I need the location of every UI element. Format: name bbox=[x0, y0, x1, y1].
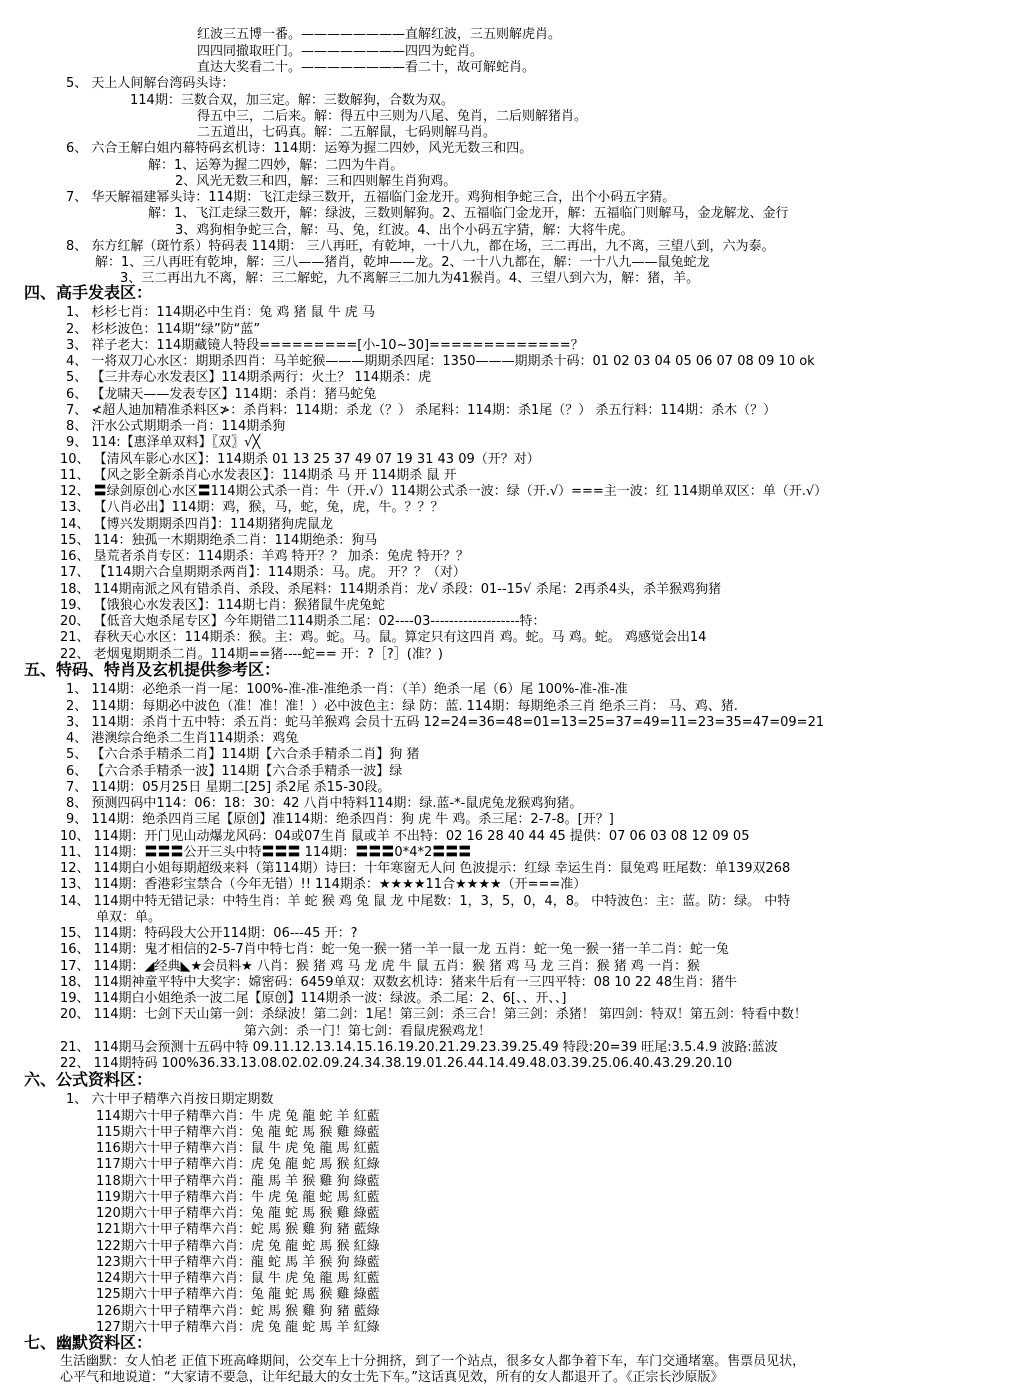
list-item: 11、 114期：〓〓〓公开三头中特〓〓〓 114期：〓〓〓0*4*2〓〓〓 bbox=[60, 845, 472, 860]
list-item: 13、 114期：香港彩宝禁合（今年无错）!! 114期杀：★★★★11合★★★★（开===准） bbox=[60, 877, 587, 892]
section-title: 七、幽默资料区： bbox=[24, 1333, 153, 1352]
text-line: 得五中三，二后来。解：得五中三则为八尾、兔肖，二后则解猪肖。 bbox=[197, 109, 588, 124]
text-line: 心平气和地说道：“大家请不要急，让年纪最大的女士先下车。”这话真见效，所有的女人都退开了。《正宗长沙原版》 bbox=[60, 1370, 724, 1385]
list-item: 11、 【风之影全新杀肖心水发表区】：114期杀 马 开 114期杀 鼠 开 bbox=[60, 468, 457, 483]
list-item: 8、 预测四码中114：06：18：30：42 八肖中特料114期：绿.蓝-*-鼠虎兔龙猴鸡狗猪。 bbox=[66, 796, 583, 811]
text-line: 二五道出，七码真。解：二五解鼠，七码则解马肖。 bbox=[197, 125, 497, 140]
list-item: 9、 114期：绝杀四肖三尾【原创】准114期：绝杀四肖：狗 虎 牛 鸡。杀三尾：2-7-8。[开？] bbox=[66, 812, 614, 827]
list-item: 14、 114期中特无错记录：中特生肖：羊 蛇 猴 鸡 兔 鼠 龙 中尾数：1，3，5，0，4，8。 中特波色：主：蓝。防：绿。 中特 bbox=[60, 894, 791, 909]
text-line: 5、 天上人间解台湾码头诗： bbox=[66, 76, 235, 91]
list-item: 3、 114期：杀肖十五中特：杀五肖：蛇马羊猴鸡 会员十五码 12=24=36=48=01=13=25=37=49=11=23=35=47=09=21 bbox=[66, 715, 825, 730]
text-line: 红波三五博一番。————————直解红波，三五则解虎肖。 bbox=[197, 27, 562, 42]
list-item: 2、 杉杉波色：114期“绿”防“蓝” bbox=[66, 322, 261, 337]
list-item: 20、 【低音大炮杀尾专区】今年期错二114期杀二尾：02----03-------------------特： bbox=[60, 614, 546, 629]
text-line: 四四同撤取旺门。————————四四为蛇肖。 bbox=[197, 44, 484, 59]
list-item: 10、 【清风车影心水区】：114期杀 01 13 25 37 49 07 19 31 43 09（开？对） bbox=[60, 452, 540, 467]
list-item: 17、 【114期六合皇期期杀两肖】：114期杀：马。虎。 开？？（对） bbox=[60, 565, 466, 580]
table-row: 117期六十甲子精準六肖：虎 兔 龍 蛇 馬 猴 紅綠 bbox=[96, 1157, 380, 1172]
text-line: 直达大奖看二十。————————看二十，故可解蛇肖。 bbox=[197, 60, 536, 75]
list-item: 12、 114期白小姐每期超级来料（第114期）诗曰：十年寒窗无人问 色波提示：红绿 幸运生肖：鼠兔鸡 旺尾数：单139双268 bbox=[60, 861, 791, 876]
text-line: 114期：三数合双，加三定。解：三数解狗，合数为双。 bbox=[130, 93, 454, 108]
text-line: 8、 东方红解（斑竹系）特码表 114期： 三八再旺，有乾坤，一十八九，都在场，三二再出，九不离，三望八到，六为泰。 bbox=[66, 239, 775, 254]
section-title: 五、特码、特肖及玄机提供参考区： bbox=[24, 660, 281, 679]
list-item: 18、 114期南派之风有错杀肖、杀段、杀尾料：114期杀肖：龙√ 杀段：01--15√ 杀尾：2再杀4头，杀羊猴鸡狗猪 bbox=[60, 582, 722, 597]
table-row: 116期六十甲子精準六肖：鼠 牛 虎 兔 龍 馬 紅藍 bbox=[96, 1141, 380, 1156]
table-row: 121期六十甲子精準六肖：蛇 馬 猴 雞 狗 豬 藍綠 bbox=[96, 1222, 380, 1237]
list-item: 17、 114期：◢经典◣★会员料★ 八肖：猴 猪 鸡 马 龙 虎 牛 鼠 五肖：猴 猪 鸡 马 龙 三肖：猴 猪 鸡 一肖：猴 bbox=[60, 959, 701, 974]
list-item: 22、 114期特码 100%36.33.13.08.02.02.09.24.34.38.19.01.26.44.14.49.48.03.39.25.06.40.43.29.20.10 bbox=[60, 1056, 733, 1071]
text-line: 2、风光无数三和四，解：三和四则解生肖狗鸡。 bbox=[175, 174, 457, 189]
list-item: 19、 【饿狼心水发表区】：114期七肖：猴猪鼠牛虎兔蛇 bbox=[60, 598, 385, 613]
table-row: 127期六十甲子精準六肖：虎 兔 龍 蛇 馬 羊 紅綠 bbox=[96, 1320, 380, 1335]
list-item: 1、 杉杉七肖：114期必中生肖：兔 鸡 猪 鼠 牛 虎 马 bbox=[66, 305, 376, 320]
list-item: 4、 港澳综合绝杀二生肖114期杀：鸡兔 bbox=[66, 731, 299, 746]
text-line: 生活幽默：女人怕老 正值下班高峰期间，公交车上十分拥挤，到了一个站点，很多女人都争着下车，车门交通堵塞。售票员见状， bbox=[60, 1354, 806, 1369]
list-item: 6、 【六合杀手精杀一波】114期【六合杀手精杀一波】绿 bbox=[66, 764, 403, 779]
text-line: 解：1、三八再旺有乾坤，解：三八——猪肖，乾坤——龙。2、一十八九都在，解：一十八九——鼠兔蛇龙 bbox=[95, 255, 710, 270]
list-item: 5、 【三井寿心水发表区】114期杀两行：火土？ 114期杀：虎 bbox=[66, 370, 432, 385]
table-row: 125期六十甲子精準六肖：兔 龍 蛇 馬 猴 雞 綠藍 bbox=[96, 1287, 380, 1302]
text-line: 解：1、飞江走绿三数开，解：绿波，三数则解狗。2、五福临门金龙开，解：五福临门则解马，金龙解龙、金行 bbox=[148, 206, 789, 221]
table-row: 115期六十甲子精準六肖：兔 龍 蛇 馬 猴 雞 綠藍 bbox=[96, 1125, 380, 1140]
list-item: 第六剑：杀一门！第七剑：看鼠虎猴鸡龙！ bbox=[244, 1024, 492, 1039]
list-item: 18、 114期神童平特中大奖字：嫦密码：6459单双：双数玄机诗：猪来牛后有一三四平特：08 10 22 48生肖：猪牛 bbox=[60, 975, 738, 990]
table-row: 123期六十甲子精準六肖：龍 蛇 馬 羊 猴 狗 綠藍 bbox=[96, 1255, 380, 1270]
list-item: 9、 114:【惠泽单双料】〖双〗√╳ bbox=[66, 435, 261, 450]
list-item: 3、 祥子老大：114期藏镜人特段=========[小-10~30]=============？ bbox=[66, 338, 584, 353]
list-item: 15、 114：独孤一木期期绝杀二肖：114期绝杀：狗马 bbox=[60, 533, 378, 548]
list-item: 单双：单。 bbox=[96, 910, 162, 925]
section-title: 六、公式资料区： bbox=[24, 1070, 153, 1089]
list-item: 22、 老烟鬼期期杀二肖。114期==猪----蛇== 开：?［?］(准？) bbox=[60, 647, 443, 662]
list-item: 21、 春秋天心水区：114期杀：猴。主：鸡。蛇。马。鼠。算定只有这四肖 鸡。蛇。马 鸡。蛇。 鸡感觉会出14 bbox=[60, 630, 707, 645]
text-line: 3、鸡狗相争蛇三合，解：马、兔，红波。4、出个小码五字猜，解：大将牛虎。 bbox=[175, 223, 634, 238]
list-item: 12、 〓绿剑原创心水区〓114期公式杀一肖：牛（开.√）114期公式杀一波：绿（开.√）===主一波：红 114期单双区：单（开.√） bbox=[60, 484, 828, 499]
list-item: 10、 114期：开门见山动爆龙风码：04或07生肖 鼠或羊 不出特：02 16 28 40 44 45 提供：07 06 03 08 12 09 05 bbox=[60, 829, 750, 844]
table-row: 114期六十甲子精準六肖：牛 虎 兔 龍 蛇 羊 紅藍 bbox=[96, 1109, 380, 1124]
list-item: 4、 一将双刀心水区：期期杀四肖：马羊蛇猴———期期杀四尾：1350———期期杀十码：01 02 03 04 05 06 07 08 09 10 ok bbox=[66, 354, 815, 369]
table-row: 126期六十甲子精準六肖：蛇 馬 猴 雞 狗 豬 藍綠 bbox=[96, 1304, 380, 1319]
table-row: 124期六十甲子精準六肖：鼠 牛 虎 兔 龍 馬 紅藍 bbox=[96, 1271, 380, 1286]
list-item: 21、 114期马会预测十五码中特 09.11.12.13.14.15.16.19.20.21.29.23.39.25.49 特段:20=39 旺尾:3.5.4.9 波路:蓝波 bbox=[60, 1040, 778, 1055]
list-item: 14、 【博兴发期期杀四肖】：114期猪狗虎鼠龙 bbox=[60, 517, 333, 532]
list-item: 7、 ≮超人迪加精准杀料区≯：杀肖料：114期：杀龙（？） 杀尾料：114期：杀1尾（？） 杀五行料：114期：杀木（？） bbox=[66, 403, 777, 418]
list-item: 19、 114期白小姐绝杀一波二尾【原创】114期杀一波：绿波。杀二尾：2、6[、、开、、] bbox=[60, 991, 567, 1006]
section-title: 四、高手发表区： bbox=[24, 283, 153, 302]
list-item: 7、 114期：05月25日 星期二[25] 杀2尾 杀15-30段。 bbox=[66, 780, 391, 795]
table-row: 120期六十甲子精準六肖：兔 龍 蛇 馬 猴 雞 綠藍 bbox=[96, 1206, 380, 1221]
table-row: 118期六十甲子精準六肖：龍 馬 羊 猴 雞 狗 綠藍 bbox=[96, 1174, 380, 1189]
list-item: 8、 汗水公式期期杀一肖：114期杀狗 bbox=[66, 419, 286, 434]
list-item: 16、 垦荒者杀肖专区：114期杀：羊鸡 特开？？ 加杀：兔虎 特开？？ bbox=[60, 549, 469, 564]
list-item: 1、 六十甲子精準六肖按日期定期数 bbox=[66, 1092, 274, 1107]
list-item: 20、 114期：七剑下天山第一剑：杀绿波！第二剑：1尾！第三剑：杀三合！第三剑：杀猪！ 第四剑：特双！第五剑：特看中数！ bbox=[60, 1007, 807, 1022]
list-item: 1、 114期：必绝杀一肖一尾：100%-准-准-准绝杀一肖：（羊）绝杀一尾（6）尾 100%-准-准-准 bbox=[66, 682, 628, 697]
list-item: 6、 【龙啸天——发表专区】114期：杀肖：猪马蛇兔 bbox=[66, 387, 377, 402]
text-line: 解：1、运筹为握二四妙，解：二四为牛肖。 bbox=[148, 158, 404, 173]
list-item: 15、 114期：特码段大公开114期：06---45 开：? bbox=[60, 926, 358, 941]
table-row: 122期六十甲子精準六肖：虎 兔 龍 蛇 馬 猴 紅綠 bbox=[96, 1239, 380, 1254]
text-line: 6、 六合王解白姐内幕特码玄机诗：114期：运筹为握二四妙，风光无数三和四。 bbox=[66, 141, 533, 156]
list-item: 13、 【八肖必出】114期：鸡，猴，马，蛇，兔，虎，牛。？？？ bbox=[60, 500, 444, 515]
list-item: 5、 【六合杀手精杀二肖】114期【六合杀手精杀二肖】狗 猪 bbox=[66, 747, 420, 762]
list-item: 2、 114期：每期必中波色（准！准！准！）必中波色主：绿 防：蓝. 114期：每期绝杀三肖 绝杀三肖： 马、鸡、猪. bbox=[66, 699, 738, 714]
text-line: 7、 华天解福建幂头诗：114期：飞江走绿三数开，五福临门金龙开。鸡狗相争蛇三合，出个小码五字猜。 bbox=[66, 190, 676, 205]
text-line: 3、三二再出九不离，解：三二解蛇，九不离解三二加九为41猴肖。4、三望八到六为，解：猪，羊。 bbox=[120, 271, 700, 286]
table-row: 119期六十甲子精準六肖：牛 虎 兔 龍 蛇 馬 紅藍 bbox=[96, 1190, 380, 1205]
list-item: 16、 114期：鬼才相信的2-5-7肖中特七肖：蛇一兔一猴一猪一羊一鼠一龙 五肖：蛇一兔一猴一猪一羊二肖：蛇一兔 bbox=[60, 942, 729, 957]
